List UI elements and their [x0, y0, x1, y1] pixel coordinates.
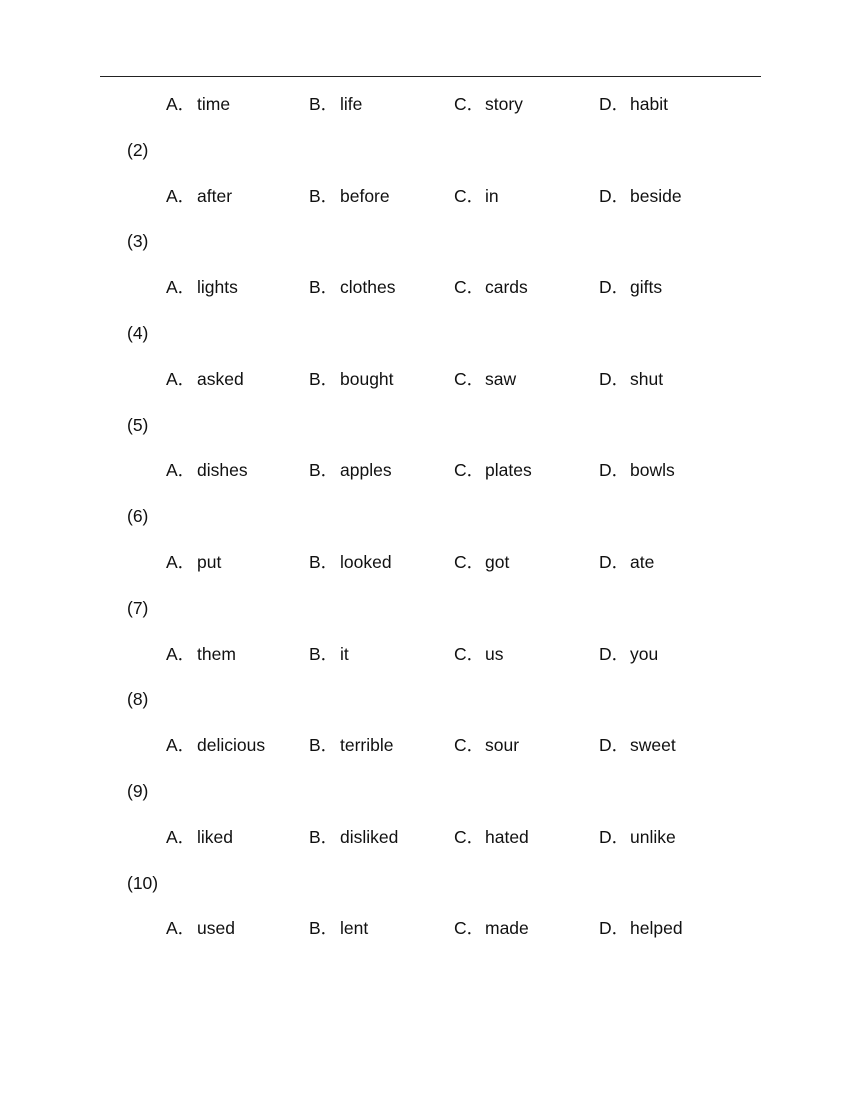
- answer-option: [166, 184, 232, 208]
- option-text: clothes: [340, 277, 396, 298]
- options-row: [166, 733, 766, 757]
- option-letter: B．: [309, 643, 339, 664]
- answer-option: [166, 550, 221, 574]
- answer-option: [454, 458, 532, 482]
- option-text: made: [485, 918, 529, 939]
- header-rule: [100, 76, 761, 77]
- option-letter: D．: [599, 735, 630, 756]
- option-letter: B．: [309, 918, 339, 939]
- options-row: [166, 916, 766, 940]
- option-text: story: [485, 94, 523, 114]
- answer-option: [599, 275, 662, 299]
- option-text: asked: [197, 368, 244, 389]
- option-letter: A．: [166, 826, 196, 847]
- option-text: used: [197, 918, 235, 939]
- options-row: [166, 642, 766, 666]
- option-letter: D．: [599, 460, 630, 481]
- option-text: ate: [630, 552, 655, 572]
- question-number: (6): [127, 506, 149, 527]
- answer-option: [599, 458, 675, 482]
- option-text: apples: [340, 460, 392, 481]
- answer-option: [454, 825, 529, 849]
- question-number: (8): [127, 689, 149, 710]
- option-text: habit: [630, 94, 668, 114]
- answer-option: [309, 733, 394, 757]
- option-letter: C．: [454, 918, 485, 939]
- option-letter: D．: [599, 94, 630, 114]
- answer-option: [599, 733, 676, 757]
- question-number: (5): [127, 414, 149, 435]
- option-text: hated: [485, 826, 529, 847]
- option-text: got: [485, 552, 510, 572]
- option-text: it: [340, 643, 349, 664]
- answer-option: [309, 92, 362, 116]
- answer-option: [309, 275, 395, 299]
- option-text: cards: [485, 277, 528, 298]
- answer-option: [309, 367, 394, 391]
- answer-option: [599, 825, 676, 849]
- answer-option: [166, 825, 233, 849]
- option-letter: B．: [309, 826, 339, 847]
- option-letter: C．: [454, 643, 485, 664]
- answer-option: [166, 458, 248, 482]
- answer-option: [454, 550, 509, 574]
- option-text: helped: [630, 918, 683, 939]
- option-text: lights: [197, 277, 238, 298]
- question-number: (4): [127, 323, 149, 343]
- option-letter: A．: [166, 552, 196, 572]
- options-row: [166, 825, 766, 849]
- answer-option: [309, 458, 392, 482]
- option-letter: D．: [599, 643, 630, 664]
- option-letter: A．: [166, 277, 196, 298]
- options-row: [166, 458, 766, 482]
- option-letter: D．: [599, 826, 630, 847]
- option-letter: C．: [454, 552, 485, 572]
- answer-option: [599, 642, 658, 666]
- option-letter: A．: [166, 94, 196, 114]
- answer-option: [599, 916, 683, 940]
- answer-option: [454, 733, 519, 757]
- option-letter: A．: [166, 643, 196, 664]
- option-letter: A．: [166, 185, 196, 206]
- option-text: sour: [485, 735, 520, 756]
- option-text: bought: [340, 368, 394, 389]
- option-letter: C．: [454, 735, 485, 756]
- options-row: [166, 275, 766, 299]
- option-text: sweet: [630, 735, 676, 756]
- option-letter: D．: [599, 918, 630, 939]
- option-text: plates: [485, 460, 532, 481]
- option-letter: B．: [309, 368, 339, 389]
- option-text: in: [485, 185, 499, 206]
- option-text: saw: [485, 368, 517, 389]
- question-number: (2): [127, 139, 149, 160]
- option-text: shut: [630, 368, 664, 389]
- option-letter: C．: [454, 460, 485, 481]
- option-letter: D．: [599, 552, 630, 572]
- option-text: lent: [340, 918, 369, 939]
- options-row: [166, 367, 766, 391]
- options-row: [166, 550, 766, 574]
- answer-option: [309, 825, 398, 849]
- answer-option: [309, 642, 349, 666]
- answer-option: [309, 550, 392, 574]
- option-text: life: [340, 94, 363, 114]
- question-number: (9): [127, 781, 149, 801]
- answer-option: [166, 92, 230, 116]
- option-text: before: [340, 185, 390, 206]
- option-text: us: [485, 643, 504, 664]
- option-text: time: [197, 94, 231, 114]
- answer-option: [599, 367, 663, 391]
- option-letter: A．: [166, 735, 196, 756]
- answer-option: [454, 184, 499, 208]
- answer-option: [309, 184, 390, 208]
- option-text: beside: [630, 185, 682, 206]
- option-letter: C．: [454, 826, 485, 847]
- option-letter: B．: [309, 94, 339, 114]
- option-letter: B．: [309, 460, 339, 481]
- option-letter: B．: [309, 277, 339, 298]
- option-text: liked: [197, 826, 233, 847]
- question-number: (10): [127, 872, 159, 893]
- option-text: unlike: [630, 826, 676, 847]
- option-text: gifts: [630, 277, 663, 298]
- option-text: looked: [340, 552, 392, 572]
- option-letter: A．: [166, 368, 196, 389]
- option-letter: D．: [599, 185, 630, 206]
- answer-option: [166, 367, 244, 391]
- option-text: dishes: [197, 460, 248, 481]
- option-letter: C．: [454, 94, 485, 114]
- answer-option: [454, 275, 528, 299]
- answer-option: [599, 184, 682, 208]
- option-letter: B．: [309, 735, 339, 756]
- option-letter: D．: [599, 277, 630, 298]
- option-text: you: [630, 643, 659, 664]
- answer-option: [454, 642, 503, 666]
- answer-option: [166, 275, 238, 299]
- answer-option: [166, 642, 236, 666]
- options-row: [166, 184, 766, 208]
- answer-option: [599, 550, 654, 574]
- option-text: put: [197, 552, 222, 572]
- question-number: (3): [127, 231, 149, 252]
- option-letter: B．: [309, 552, 339, 572]
- answer-option: [599, 92, 668, 116]
- options-row: [166, 92, 766, 116]
- option-text: disliked: [340, 826, 399, 847]
- option-text: them: [197, 643, 236, 664]
- option-text: bowls: [630, 460, 675, 481]
- answer-option: [166, 733, 265, 757]
- option-letter: C．: [454, 185, 485, 206]
- answer-option: [454, 367, 516, 391]
- answer-option: [166, 916, 235, 940]
- option-letter: B．: [309, 185, 339, 206]
- option-letter: A．: [166, 918, 196, 939]
- option-letter: A．: [166, 460, 196, 481]
- option-text: after: [197, 185, 233, 206]
- question-number: (7): [127, 597, 149, 618]
- option-letter: D．: [599, 368, 630, 389]
- answer-option: [454, 916, 529, 940]
- option-text: delicious: [197, 735, 266, 756]
- option-letter: C．: [454, 277, 485, 298]
- option-letter: C．: [454, 368, 485, 389]
- answer-option: [454, 92, 523, 116]
- option-text: terrible: [340, 735, 394, 756]
- answer-option: [309, 916, 368, 940]
